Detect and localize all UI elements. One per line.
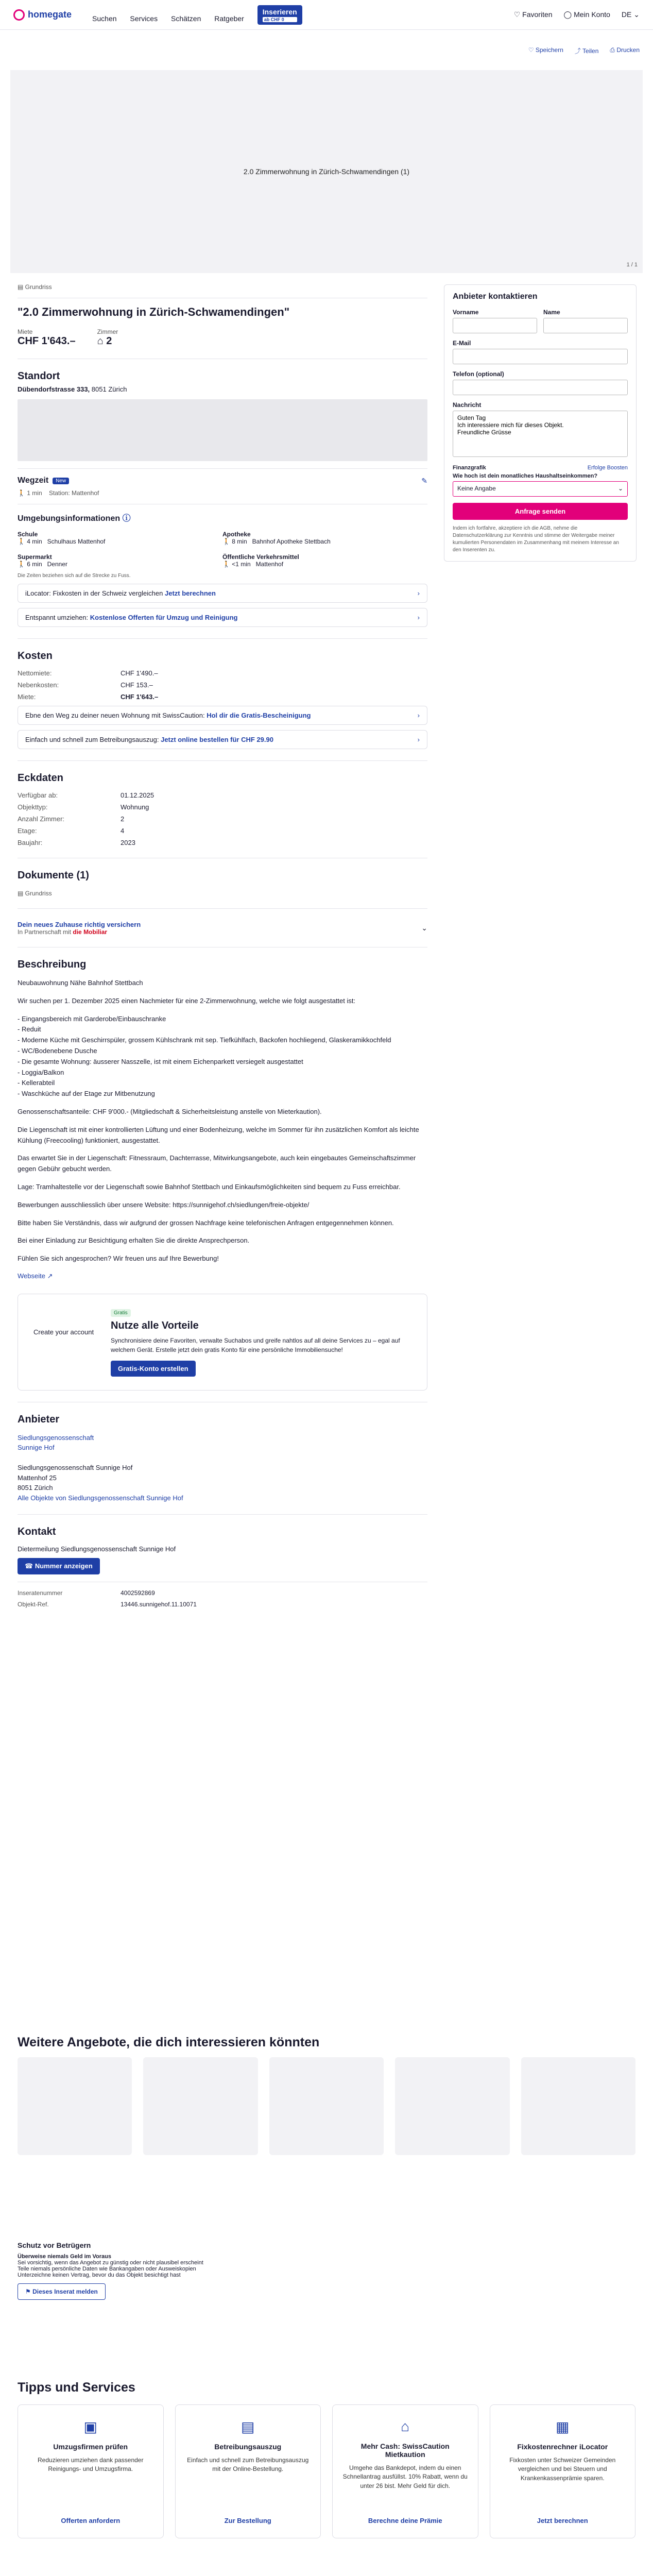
nav-services[interactable]: Services	[130, 14, 158, 23]
bank-icon: ⌂	[401, 2418, 410, 2434]
tip-card-debt[interactable]: ▤ Betreibungsauszug Einfach und schnell zum Betreibungsauszug mit der Online-Bestellung. Zur Bestellung	[175, 2404, 321, 2538]
listing-ids: Inseratenummer 4002592869 Objekt-Ref. 13446.sunnigehof.11.10071	[18, 1589, 197, 1608]
tips-services: Tipps und Services ▣ Umzugsfirmen prüfen Reduzieren umziehen dank passender Reinigungs- und Umzugsfirma. Offerten anfordern ▤ Betreibungsauszug Einfach und schnell zum Betreibungsauszug mit der Online-Bestellung. Zur Bestellung ⌂ Mehr Cash: SwissCaution Mietkaution Umgehe das Bankdepot, indem du einen Schnellantrag ausfüllst. 10% Rabatt, wenn du unter 26 bist. Mehr Geld für dich. Berechne deine Prämie ▦ Fixkostenrechner iLocator Fixkosten unter Schweizer Gemeinden vergleichen und bei Steuern und Krankenkassenprämie sparen. Jetzt berechnen	[18, 2380, 635, 2538]
listing-title: "2.0 Zimmerwohnung in Zürich-Schwamendingen"	[18, 306, 290, 318]
gallery-counter: 1 / 1	[626, 262, 638, 268]
account-cta: Create your account Gratis Nutze alle Vorteile Synchronisiere deine Favoriten, verwalte Suchabos und greife nahtlos auf all deine Services zu – egal auf welchem Gerät. Erstelle jetzt dein gratis Konto für eine persönliche Immobiliensuche! Gratis-Konto erstellen	[18, 1294, 427, 1391]
chevron-right-icon: ›	[417, 589, 420, 597]
nav-guide[interactable]: Ratgeber	[214, 14, 244, 23]
brand-logo[interactable]: homegate	[13, 9, 72, 21]
message-textarea[interactable]	[453, 411, 628, 457]
more-offers: Weitere Angebote, die dich interessieren könnten	[18, 2035, 635, 2155]
keydata-table: Verfügbar ab: 01.12.2025 Objekttyp: Wohnung Anzahl Zimmer: 2 Etage: 4 Baujahr: 2023	[18, 791, 154, 846]
swisscaution-banner[interactable]: Ebne den Weg zu deiner neuen Wohnung mit SwissCaution: Hol dir die Gratis-Bescheinigung ›	[18, 706, 427, 725]
provider-info: Siedlungsgenossenschaft Sunnige Hof Siedlungsgenossenschaft Sunnige Hof Mattenhof 25 8051 Zürich Alle Objekte von Siedlungsgenossenschaft Sunnige Hof	[18, 1433, 183, 1502]
insurance-teaser[interactable]: Dein neues Zuhause richtig versichern In Partnerschaft mit die Mobiliar ⌄	[18, 921, 427, 936]
website-link[interactable]: Webseite ↗	[18, 1272, 53, 1280]
keydata-heading: Eckdaten	[18, 772, 63, 784]
insert-button[interactable]: Inserieren ab CHF 0	[257, 5, 302, 25]
gallery-caption: 2.0 Zimmerwohnung in Zürich-Schwamendingen (1)	[243, 167, 410, 176]
share-button[interactable]: ⤴ Teilen	[574, 47, 599, 55]
nav-search[interactable]: Suchen	[92, 14, 117, 23]
description-list: - Eingangsbereich mit Garderobe/Einbauschranke - Reduit - Moderne Küche mit Geschirrspüler, grossem Kühlschrank mit sep. Tiefkühlfach, Backofen hochliegend, Glaskeramikkochfeld - WC/Bodenebene Dusche - Die gesamte Wohnung: äusserer Nasszelle, ist mit einem Eichenparkett versiegelt ausgestattet - Loggia/Balkon - Kellerabteil - Waschküche auf der Etage zur Mitbenutzung	[18, 1014, 391, 1098]
costs-heading: Kosten	[18, 650, 53, 662]
email-input[interactable]	[453, 349, 628, 364]
income-select[interactable]: Keine Angabe ⌄	[453, 481, 628, 497]
chevron-down-icon: ⌄	[617, 485, 623, 492]
chevron-right-icon: ›	[417, 736, 420, 743]
box-icon: ▣	[83, 2419, 97, 2435]
phone-input[interactable]	[453, 380, 628, 395]
document-icon: ▤	[241, 2419, 255, 2435]
env-grid: Schule 🚶 4 min Schulhaus Mattenhof Apotheke 🚶 8 min Bahnhof Apotheke Stettbach Supermarkt 🚶 6 min Denner Öffentliche Verkehrsmittel 🚶 <1 min Mattenhof	[18, 531, 331, 568]
route-header: Wegzeit New ✎	[18, 476, 427, 485]
offer-card[interactable]	[269, 2057, 384, 2155]
last-name-input[interactable]	[543, 318, 628, 333]
all-objects-link[interactable]: Alle Objekte von Siedlungsgenossenschaft Sunnige Hof	[18, 1494, 183, 1502]
account-link[interactable]: ◯ Mein Konto	[563, 10, 610, 19]
submit-inquiry-button[interactable]: Anfrage senden	[453, 503, 628, 520]
finance-link[interactable]: Erfolge Boosten	[587, 465, 628, 471]
calculator-icon: ▦	[556, 2419, 570, 2435]
insert-price: ab CHF 0	[263, 17, 297, 22]
edit-icon[interactable]: ✎	[421, 476, 427, 485]
tip-card-moving[interactable]: ▣ Umzugsfirmen prüfen Reduzieren umziehen dank passender Reinigungs- und Umzugsfirma. Offerten anfordern	[18, 2404, 164, 2538]
offer-card[interactable]	[143, 2057, 257, 2155]
first-name-input[interactable]	[453, 318, 537, 333]
listing-toolbar	[528, 46, 640, 55]
report-listing-button[interactable]: ⚑ Dieses Inserat melden	[18, 2283, 106, 2300]
location-heading: Standort	[18, 370, 60, 382]
route-info: 🚶 1 min Station: Mattenhof	[18, 489, 99, 497]
costs-table: Nettomiete: CHF 1'490.– Nebenkosten: CHF 153.– Miete: CHF 1'643.–	[18, 669, 159, 701]
moving-banner[interactable]: Entspannt umziehen: Kostenlose Offerten für Umzug und Reinigung ›	[18, 608, 427, 627]
contact-heading: Kontakt	[18, 1526, 56, 1538]
rent-value: CHF 1'643.–	[18, 335, 76, 347]
offer-card[interactable]	[521, 2057, 635, 2155]
ilocator-banner[interactable]: iLocator: Fixkosten in der Schweiz vergleichen Jetzt berechnen ›	[18, 584, 427, 603]
nav-estimate[interactable]: Schätzen	[170, 14, 201, 23]
save-button[interactable]: ♡ Speichern	[528, 46, 563, 54]
env-heading: Umgebungsinformationen ⓘ	[18, 514, 131, 523]
show-number-button[interactable]: ☎ Nummer anzeigen	[18, 1558, 100, 1574]
print-button[interactable]: ⎙ Drucken	[610, 46, 640, 54]
tip-card-ilocator[interactable]: ▦ Fixkostenrechner iLocator Fixkosten unter Schweizer Gemeinden vergleichen und bei Steuern und Krankenkassenprämie sparen. Jetzt berechnen	[490, 2404, 636, 2538]
site-header	[0, 0, 653, 30]
rooms-value: ⌂ 2	[97, 335, 112, 347]
main-nav	[92, 5, 302, 25]
contact-form: Anbieter kontaktieren Vorname Name E-Mail Telefon (optional) Nachricht Guten Tag Ich interessiere mich für dieses Objekt. Freundliche Grüsse Finanzgrafik Erfolge Boosten Wie hoch ist dein monatliches Haushaltseinkommen? Keine Angabe ⌄ Anfrage senden Indem ich fortfahre, akzeptiere ich die AGB, nehme die Datenschutzerklärung zur Kenntnis und stimme der Weitergabe meiner kumulierten Personendaten im Zusammenhang mit meinem Interesse an den Inserenten zu.	[444, 284, 637, 562]
chevron-right-icon: ›	[417, 614, 420, 621]
document-floorplan[interactable]: ▤ Grundriss	[18, 890, 52, 897]
map[interactable]	[18, 399, 427, 461]
debt-extract-banner[interactable]: Einfach und schnell zum Betreibungsauszug: Jetzt online bestellen für CHF 29.90 ›	[18, 730, 427, 749]
offer-card[interactable]	[18, 2057, 132, 2155]
description-heading: Beschreibung	[18, 959, 87, 970]
language-select[interactable]: DE ⌄	[621, 10, 640, 19]
tip-card-deposit[interactable]: ⌂ Mehr Cash: SwissCaution Mietkaution Umgehe das Bankdepot, indem du einen Schnellantrag ausfüllst. 10% Rabatt, wenn du unter 26 bist. Mehr Geld für dich. Berechne deine Prämie	[332, 2404, 478, 2538]
floorplan-link[interactable]: ▤ Grundriss	[18, 283, 52, 291]
price-rooms: Miete CHF 1'643.– Zimmer ⌂ 2	[18, 328, 118, 347]
favorites-link[interactable]: ♡ Favoriten	[513, 10, 553, 19]
chevron-down-icon: ⌄	[421, 923, 427, 932]
offer-card[interactable]	[395, 2057, 509, 2155]
mobiliar-logo: die Mobiliar	[73, 928, 108, 936]
create-account-button[interactable]: Gratis-Konto erstellen	[111, 1361, 196, 1377]
chevron-right-icon: ›	[417, 711, 420, 719]
documents-heading: Dokumente (1)	[18, 870, 89, 881]
address: Dübendorfstrasse 333, 8051 Zürich	[18, 385, 127, 393]
fraud-protection: Schutz vor Betrügern Überweise niemals Geld im Voraus Sei vorsichtig, wenn das Angebot zu günstig oder nicht plausibel erscheint Teile niemals persönliche Daten wie Bankangaben oder Ausweiskopien Unterzeichne keinen Vertrag, bevor du das Objekt besichtigt hast ⚑ Dieses Inserat melden	[18, 2241, 427, 2300]
new-badge: New	[53, 478, 69, 484]
rooms-icon: ⌂	[97, 335, 104, 347]
provider-heading: Anbieter	[18, 1413, 60, 1425]
info-icon[interactable]: ⓘ	[122, 514, 131, 523]
logo-icon	[13, 9, 25, 21]
image-gallery[interactable]	[10, 70, 643, 273]
listing-main: ▤ Grundriss "2.0 Zimmerwohnung in Zürich-Schwamendingen" Miete CHF 1'643.– Zimmer ⌂ 2 Standort Dübendorfstrasse 333, 8051 Zürich Wegzeit New ✎ 🚶 1 min Station: Mattenhof Umgebungsinformationen ⓘ Schule 🚶 4 min Schulhaus Mattenhof Apotheke 🚶 8 min Bahnhof Apotheke Stettbach Supermarkt 🚶 6 min Denner Öffentliche Verkehrsmittel 🚶 <1 min Mattenhof Die Zeiten beziehen sich auf die Strecke zu Fuss. iLocator: Fixkosten in der Schweiz vergleichen Jetzt berechnen › Entspannt umziehen: Kostenlose Offerten für Umzug und Reinigung › Kosten Nettomiete: CHF 1'490.– Nebenkosten: CHF 153.– Miete: CHF 1'643.– Ebne den Weg zu deiner neuen Wohnung mit SwissCaution: Hol dir die Gratis-Bescheinigung › Einfach und schnell zum Betreibungsauszug: Jetzt online bestellen für CHF 29.90 › Eckdaten Verfügbar ab: 01.12.2025 Objekttyp: Wohnung Anzahl Zimmer: 2 Etage: 4 Baujahr: 2023 Dokumente (1) ▤ Grundriss Dein neues Zuhause richtig versichern In Partnerschaft mit die Mobiliar ⌄ Beschreibung Neubauwohnung Nähe Bahnhof Stettbach Wir suchen per 1. Dezember 2025 einen Nachmieter für eine 2-Zimmerwohnung, welche wie folgt ausgestattet ist: - Eingangsbereich mit Garderobe/Einbauschranke - Reduit - Moderne Küche mit Geschirrspüler, grossem Kühlschrank mit sep. Tiefkühlfach, Backofen hochliegend, Glaskeramikkochfeld - WC/Bodenebene Dusche - Die gesamte Wohnung: äusserer Nasszelle, ist mit einem Eichenparkett versiegelt ausgestattet - Loggia/Balkon - Kellerabteil - Waschküche auf der Etage zur Mitbenutzung Genossenschaftsanteile: CHF 9'000.- (Mitgliedschaft & Sicherheitsleistung anstelle von Mieterkaution). Die Liegenschaft ist mit einer kontrollierten Lüftung und einer Bodenheizung, welche im Sommer für ihn zusätzlichen Komfort als leichte Kühlung (Freecooling) funktioniert, ausgestattet. Das erwartet Sie in der Liegenschaft: Fitnessraum, Dachterrasse, Mitwirkungsangebote, auch kein eingebautes Gemeinschaftszimmer gegen Gebühr gebucht werden. Lage: Tramhaltestelle vor der Liegenschaft sowie Bahnhof Stettbach und Einkaufsmöglichkeiten sind bequem zu Fuss erreichbar. Bewerbungen ausschliesslich über unsere Website: https://sunnigehof.ch/siedlungen/freie-objekte/ Bitte haben Sie Verständnis, dass wir aufgrund der grossen Nachfrage keine telefonischen Anfragen entgegennehmen können. Bei einer Einladung zur Besichtigung erhalten Sie die direkte Ansprechperson. Fühlen Sie sich angesprochen? Wir freuen uns auf Ihre Bewerbung! Webseite ↗ Create your account Gratis Nutze alle Vorteile Synchronisiere deine Favoriten, verwalte Suchabos und greife nahtlos auf all deine Services zu – egal auf welchem Gerät. Erstelle jetzt dein gratis Konto für eine persönliche Immobiliensuche! Gratis-Konto erstellen Anbieter Siedlungsgenossenschaft Sunnige Hof Siedlungsgenossenschaft Sunnige Hof Mattenhof 25 8051 Zürich Alle Objekte von Siedlungsgenossenschaft Sunnige Hof Kontakt Dietermeilung Siedlungsgenossenschaft Sunnige Hof ☎ Nummer anzeigen Inseratenummer 4002592869 Objekt-Ref. 13446.sunnigehof.11.10071	[18, 283, 427, 1608]
